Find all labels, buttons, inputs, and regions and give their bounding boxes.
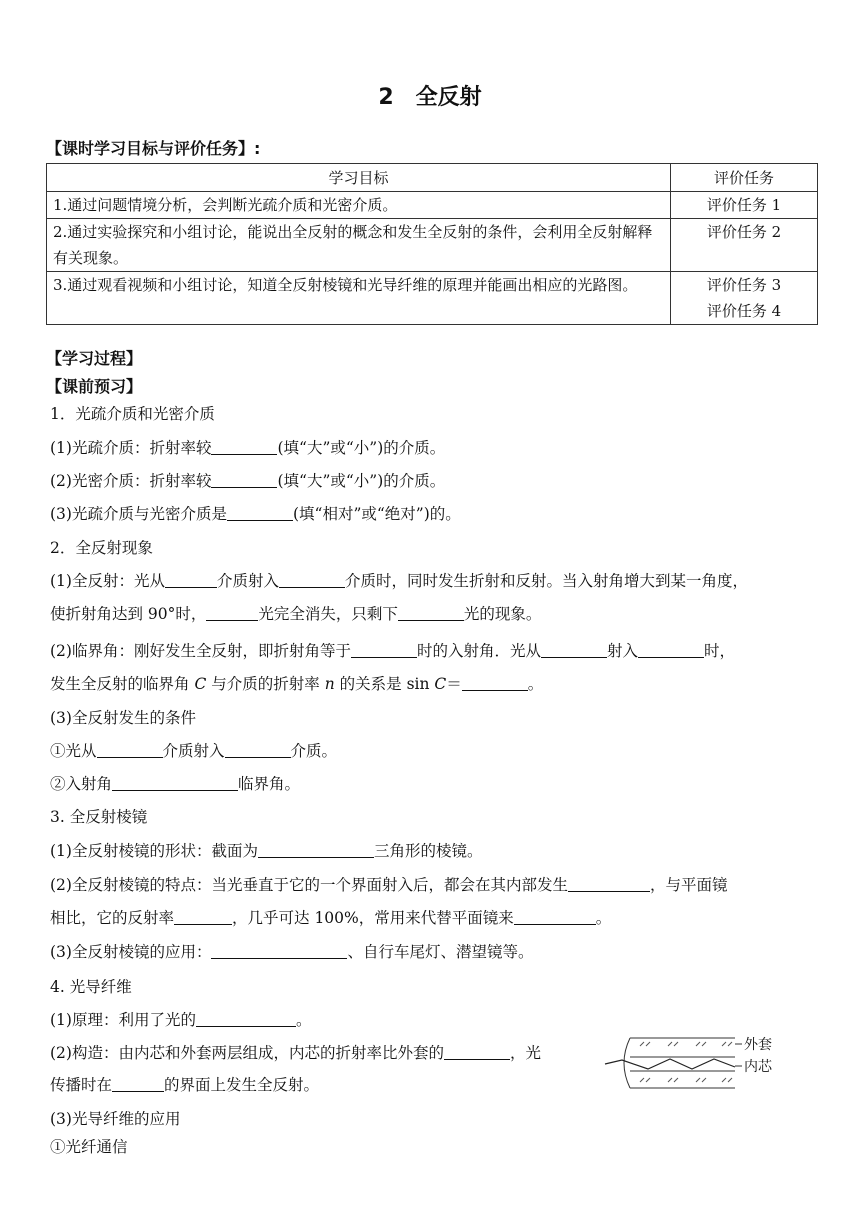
task-label: 评价任务 1 — [706, 196, 782, 214]
paragraph: (1)全反射：光从 介质射入 介质时，同时发生折射和反射。当入射角增大到某一角度， — [50, 572, 748, 590]
table-row — [47, 192, 818, 219]
table-row — [47, 219, 818, 272]
goal-cell: 2.通过实验探究和小组讨论，能说出全反射的概念和发生全反射的条件，会利用全反射解释有关现象。 — [47, 219, 671, 272]
paragraph: ②入射角 临界角。 — [50, 775, 301, 793]
paragraph: (2)全反射棱镜的特点：当光垂直于它的一个界面射入后，都会在其内部发生 ，与平面镜 — [50, 876, 728, 894]
paragraph: (1)光疏介质：折射率较 (填“大”或“小”)的介质。 — [50, 439, 446, 457]
paragraph: ①光从 介质射入 介质。 — [50, 742, 338, 760]
fill-blank[interactable] — [258, 841, 374, 858]
task-cell — [671, 272, 818, 325]
fill-blank[interactable] — [568, 875, 650, 892]
paragraph: (2)光密介质：折射率较 (填“大”或“小”)的介质。 — [50, 472, 446, 490]
paragraph: (2)构造：由内芯和外套两层组成，内芯的折射率比外套的 ，光 — [50, 1044, 541, 1062]
paragraph: 传播时在 的界面上发生全反射。 — [50, 1076, 320, 1094]
fill-blank[interactable] — [444, 1043, 510, 1060]
section-goals-heading: 【课时学习目标与评价任务】: — [46, 139, 261, 158]
goal-cell: 3.通过观看视频和小组讨论，知道全反射棱镜和光导纤维的原理并能画出相应的光路图。 — [47, 272, 671, 325]
section-preview-heading: 【课前预习】 — [46, 377, 143, 396]
fill-blank[interactable] — [225, 741, 291, 758]
fill-blank[interactable] — [165, 571, 217, 588]
fill-blank[interactable] — [112, 1075, 164, 1092]
section-process-heading: 【学习过程】 — [46, 349, 143, 368]
fill-blank[interactable] — [541, 641, 607, 658]
paragraph: (1)全反射棱镜的形状：截面为 三角形的棱镜。 — [50, 842, 483, 860]
fill-blank[interactable] — [97, 741, 163, 758]
fill-blank[interactable] — [196, 1010, 296, 1027]
heading-3: 3. 全反射棱镜 — [50, 808, 148, 826]
optical-fiber-figure — [600, 1030, 800, 1100]
table-row — [47, 272, 818, 325]
table-header-row — [47, 164, 818, 192]
fill-blank[interactable] — [279, 571, 345, 588]
task-cell — [671, 219, 818, 272]
fill-blank[interactable] — [398, 604, 464, 621]
paragraph: (3)光导纤维的应用 — [50, 1110, 181, 1128]
heading-2: 2．全反射现象 — [50, 539, 153, 557]
fill-blank[interactable] — [206, 604, 258, 621]
task-label: 评价任务 2 — [706, 223, 782, 241]
label-core: 内芯 — [744, 1059, 772, 1075]
task-label: 评价任务 4 — [706, 302, 782, 320]
fill-blank[interactable] — [227, 504, 293, 521]
paragraph: 使折射角达到 90°时， 光完全消失，只剩下 光的现象。 — [50, 605, 542, 623]
fill-blank[interactable] — [174, 908, 232, 925]
label-outer: 外套 — [744, 1037, 772, 1053]
heading-1: 1．光疏介质和光密介质 — [50, 405, 215, 423]
goals-table — [46, 163, 818, 325]
header-goal: 学习目标 — [47, 164, 671, 192]
task-cell — [671, 192, 818, 219]
fill-blank[interactable] — [211, 471, 277, 488]
fill-blank[interactable] — [211, 438, 277, 455]
fill-blank[interactable] — [351, 641, 417, 658]
paragraph: ①光纤通信 — [50, 1138, 128, 1156]
fill-blank[interactable] — [462, 674, 528, 691]
fill-blank[interactable] — [514, 908, 596, 925]
paragraph: (3)光疏介质与光密介质是 (填“相对”或“绝对”)的。 — [50, 505, 461, 523]
paragraph: (3)全反射棱镜的应用： 、自行车尾灯、潜望镜等。 — [50, 943, 534, 961]
paragraph: (3)全反射发生的条件 — [50, 709, 196, 727]
paragraph: 相比，它的反射率 ，几乎可达 100%，常用来代替平面镜来 。 — [50, 909, 612, 927]
paragraph: 发生全反射的临界角 C 与介质的折射率 n 的关系是 sin C＝ 。 — [50, 675, 544, 693]
heading-4: 4. 光导纤维 — [50, 978, 132, 996]
header-task: 评价任务 — [671, 164, 818, 192]
page-title: 2 全反射 — [378, 85, 482, 110]
fill-blank[interactable] — [112, 774, 238, 791]
paragraph: (2)临界角：刚好发生全反射，即折射角等于 时的入射角．光从 射入 时， — [50, 642, 736, 660]
goal-cell: 1.通过问题情境分析，会判断光疏介质和光密介质。 — [47, 192, 671, 219]
fill-blank[interactable] — [638, 641, 704, 658]
paragraph: (1)原理：利用了光的 。 — [50, 1011, 312, 1029]
fill-blank[interactable] — [211, 942, 347, 959]
task-label: 评价任务 3 — [706, 276, 782, 294]
